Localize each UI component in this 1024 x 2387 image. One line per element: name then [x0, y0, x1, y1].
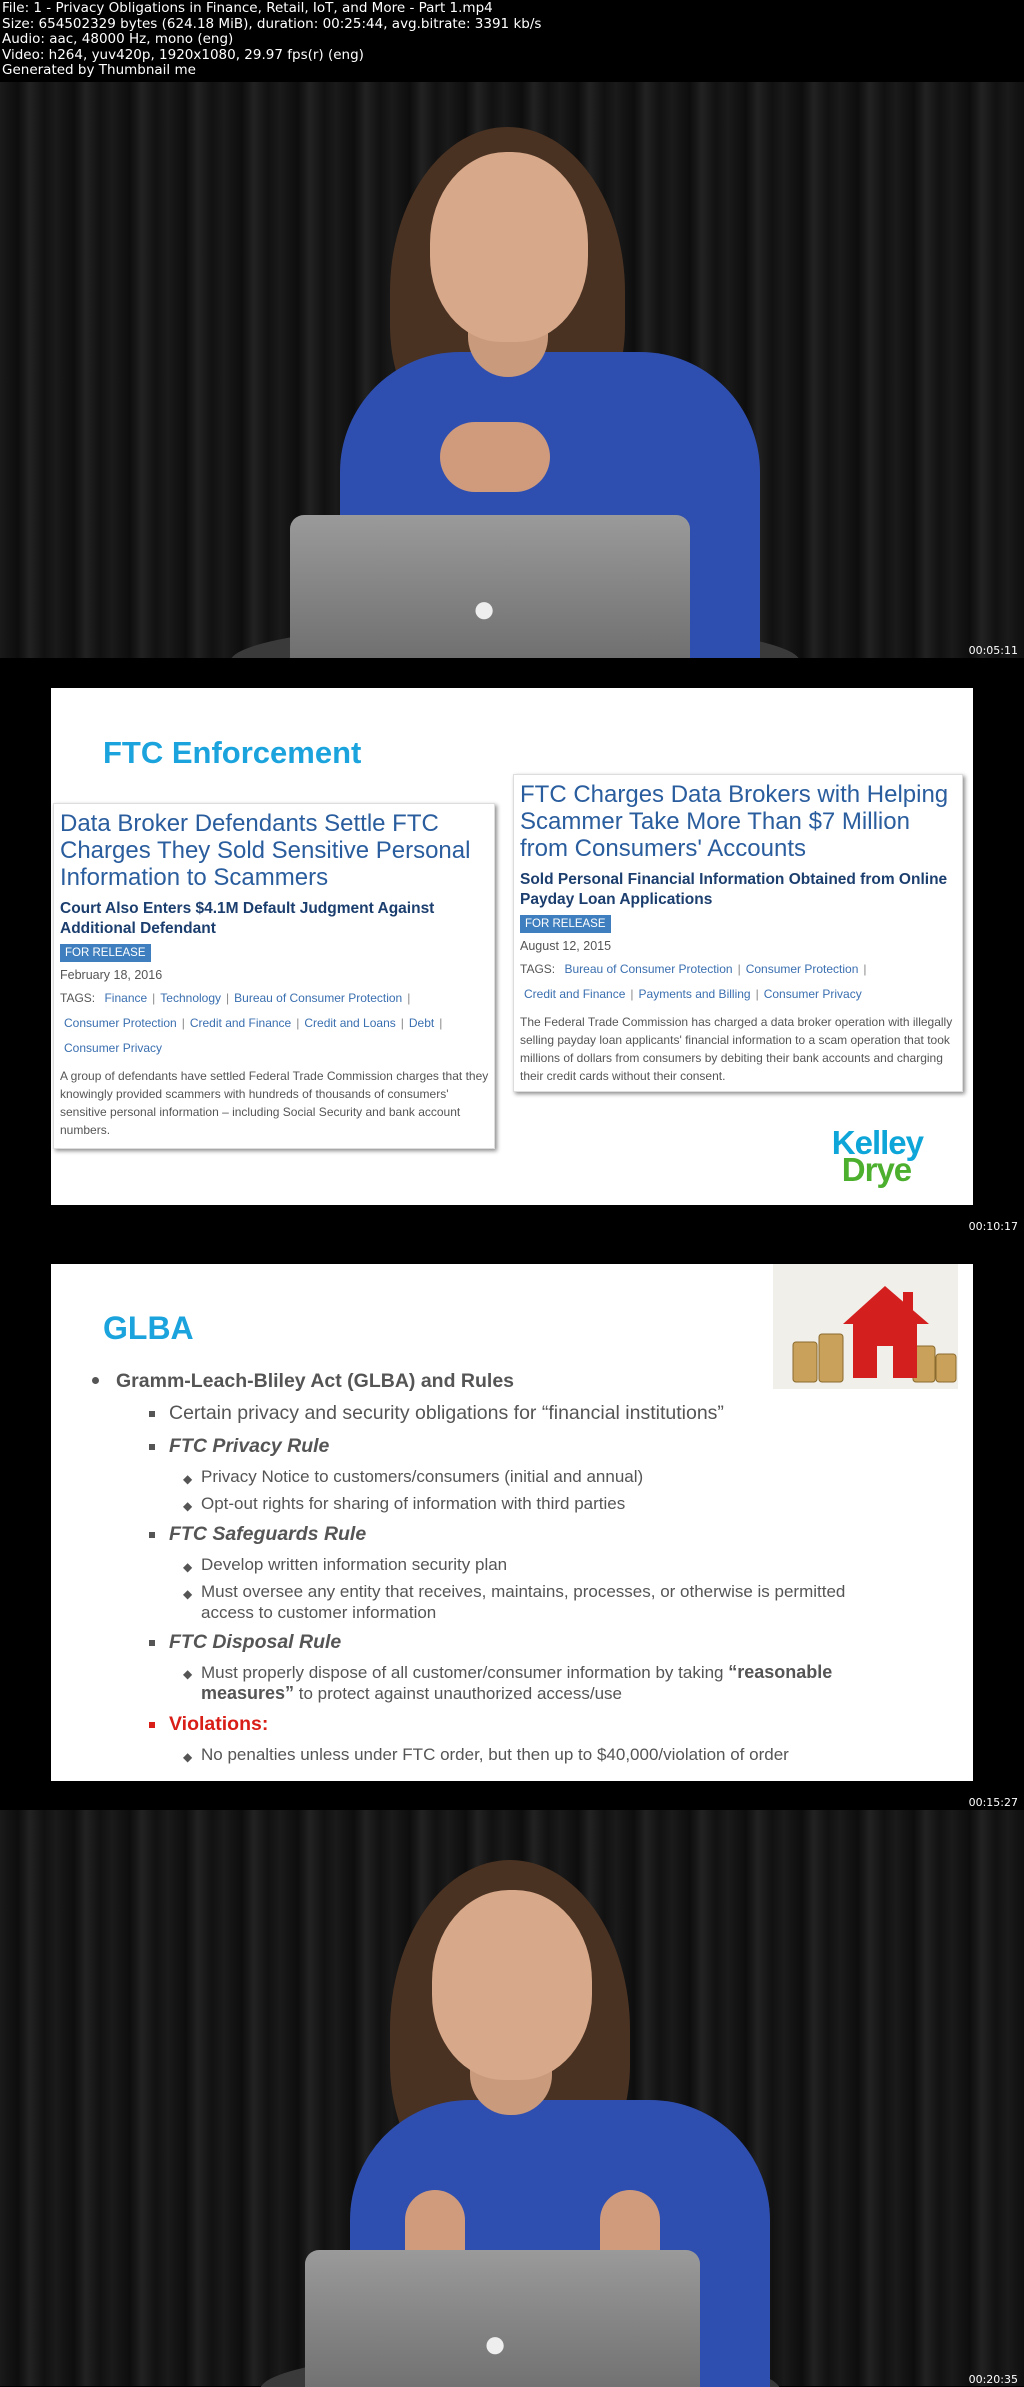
subheadline: Court Also Enters $4.1M Default Judgment Against Additional Defendant — [60, 900, 435, 937]
tag-link[interactable]: Consumer Protection — [745, 962, 859, 976]
bullet-item: FTC Safeguards Rule — [169, 1523, 366, 1546]
tags-label: TAGS: — [60, 991, 96, 1005]
tag-link[interactable]: Credit and Finance — [524, 987, 626, 1001]
summary: The Federal Trade Commission has charged a data broker operation with illegally selling payday loan applicants' financial information to a scam operation that took millions of dollars from consumers by debiting their bank accounts and charging their credit cards without their consent. — [520, 1015, 953, 1083]
timestamp: 00:20:35 — [968, 2373, 1018, 2386]
tags-label: TAGS: — [520, 962, 556, 976]
laptop — [305, 2250, 700, 2387]
tag-link[interactable]: Bureau of Consumer Protection — [234, 991, 403, 1005]
bullet-item: ◆ Privacy Notice to customers/consumers (initial and annual) — [183, 1467, 644, 1486]
subheadline: Sold Personal Financial Information Obtained from Online Payday Loan Applications — [520, 871, 948, 908]
tag-link[interactable]: Payments and Billing — [638, 987, 751, 1001]
tag-link[interactable]: Consumer Protection — [64, 1016, 177, 1030]
release-badge: FOR RELEASE — [60, 944, 151, 962]
bullet-item: FTC Privacy Rule — [169, 1435, 329, 1458]
video-frame-3 — [0, 1234, 1024, 1810]
tag-link[interactable]: Debt — [408, 1016, 435, 1030]
release-date: February 18, 2016 — [60, 968, 163, 982]
summary: A group of defendants have settled Federal Trade Commission charges that they knowingly provided scammers with hundreds of thousands of consumers' sensitive personal information – including Social Security and bank account numbers. — [60, 1069, 489, 1137]
bullet-item-continued: measures” to protect against unauthorized access/use — [201, 1683, 622, 1703]
release-badge: FOR RELEASE — [520, 915, 611, 933]
tag-link[interactable]: Finance — [104, 991, 148, 1005]
house-coins-image — [773, 1264, 958, 1389]
tag-link[interactable]: Consumer Privacy — [763, 987, 862, 1001]
bullet-item: ◆ No penalties unless under FTC order, but then up to $40,000/violation of order — [183, 1745, 789, 1764]
video-frame-4 — [0, 1810, 1024, 2387]
slide-title: GLBA — [103, 1310, 194, 1346]
apple-logo-icon: ● — [483, 2322, 508, 2366]
tags: TAGS: Finance | Technology | Bureau of Consumer Protection | Consumer Protection | Credit and Finance | Credit and Loans | Debt | Consumer Privacy — [60, 991, 443, 1055]
bullet-item: ◆ Must properly dispose of all customer/consumer information by taking “reasonable — [183, 1662, 833, 1682]
slide-ftc-enforcement — [51, 688, 973, 1205]
apple-logo-icon: ● — [472, 587, 497, 631]
video-line: Video: h264, yuv420p, 1920x1080, 29.97 fps(r) (eng) — [2, 46, 364, 63]
tag-link[interactable]: Credit and Loans — [304, 1016, 396, 1030]
tag-link[interactable]: Credit and Finance — [189, 1016, 292, 1030]
size-line: Size: 654502329 bytes (624.18 MiB), duration: 00:25:44, avg.bitrate: 3391 kb/s — [2, 15, 542, 32]
laptop — [290, 515, 690, 658]
timestamp: 00:05:11 — [968, 644, 1018, 657]
bullet-item: ◆ Opt-out rights for sharing of information with third parties — [183, 1494, 626, 1513]
bullet-item: ◆ Develop written information security plan — [183, 1555, 508, 1574]
bullet-item: ◆ Must oversee any entity that receives, maintains, processes, or otherwise is permitted — [183, 1582, 846, 1601]
timestamp: 00:15:27 — [968, 1796, 1018, 1809]
release-date: August 12, 2015 — [520, 939, 612, 953]
tag-link[interactable]: Technology — [160, 991, 222, 1005]
press-release-card-right — [513, 774, 963, 1092]
timestamp: 00:10:17 — [968, 1220, 1018, 1233]
video-frame-1 — [0, 82, 1024, 658]
bullet-item-continued: access to customer information — [201, 1603, 437, 1622]
generated-line: Generated by Thumbnail me — [2, 62, 196, 78]
press-release-card-left — [53, 803, 495, 1149]
tags: TAGS: Bureau of Consumer Protection | Consumer Protection | Credit and Finance | Payments and Billing | Consumer Privacy — [520, 962, 867, 1001]
audio-line: Audio: aac, 48000 Hz, mono (eng) — [2, 31, 234, 47]
headline: FTC Charges Data Brokers with Helping Scammer Take More Than $7 Million from Consumers' Accounts — [520, 781, 949, 862]
bullet-item: Gramm-Leach-Bliley Act (GLBA) and Rules — [116, 1370, 514, 1393]
file-info-header — [0, 0, 1024, 82]
slide-title: FTC Enforcement — [103, 735, 362, 770]
bullet-item: FTC Disposal Rule — [169, 1631, 341, 1654]
slide-glba — [51, 1264, 973, 1781]
video-frame-2 — [0, 658, 1024, 1234]
file-line: File: 1 - Privacy Obligations in Finance, Retail, IoT, and More - Part 1.mp4 — [2, 0, 493, 16]
kelley-drye-logo: Kelley Drye — [831, 1124, 923, 1188]
tag-link[interactable]: Bureau of Consumer Protection — [564, 962, 733, 976]
bullet-item: Violations: — [169, 1713, 268, 1736]
tag-link[interactable]: Consumer Privacy — [64, 1041, 163, 1055]
bullet-item: Certain privacy and security obligations for “financial institutions” — [169, 1402, 724, 1425]
headline: Data Broker Defendants Settle FTC Charges They Sold Sensitive Personal Information to Scammers — [60, 810, 471, 891]
